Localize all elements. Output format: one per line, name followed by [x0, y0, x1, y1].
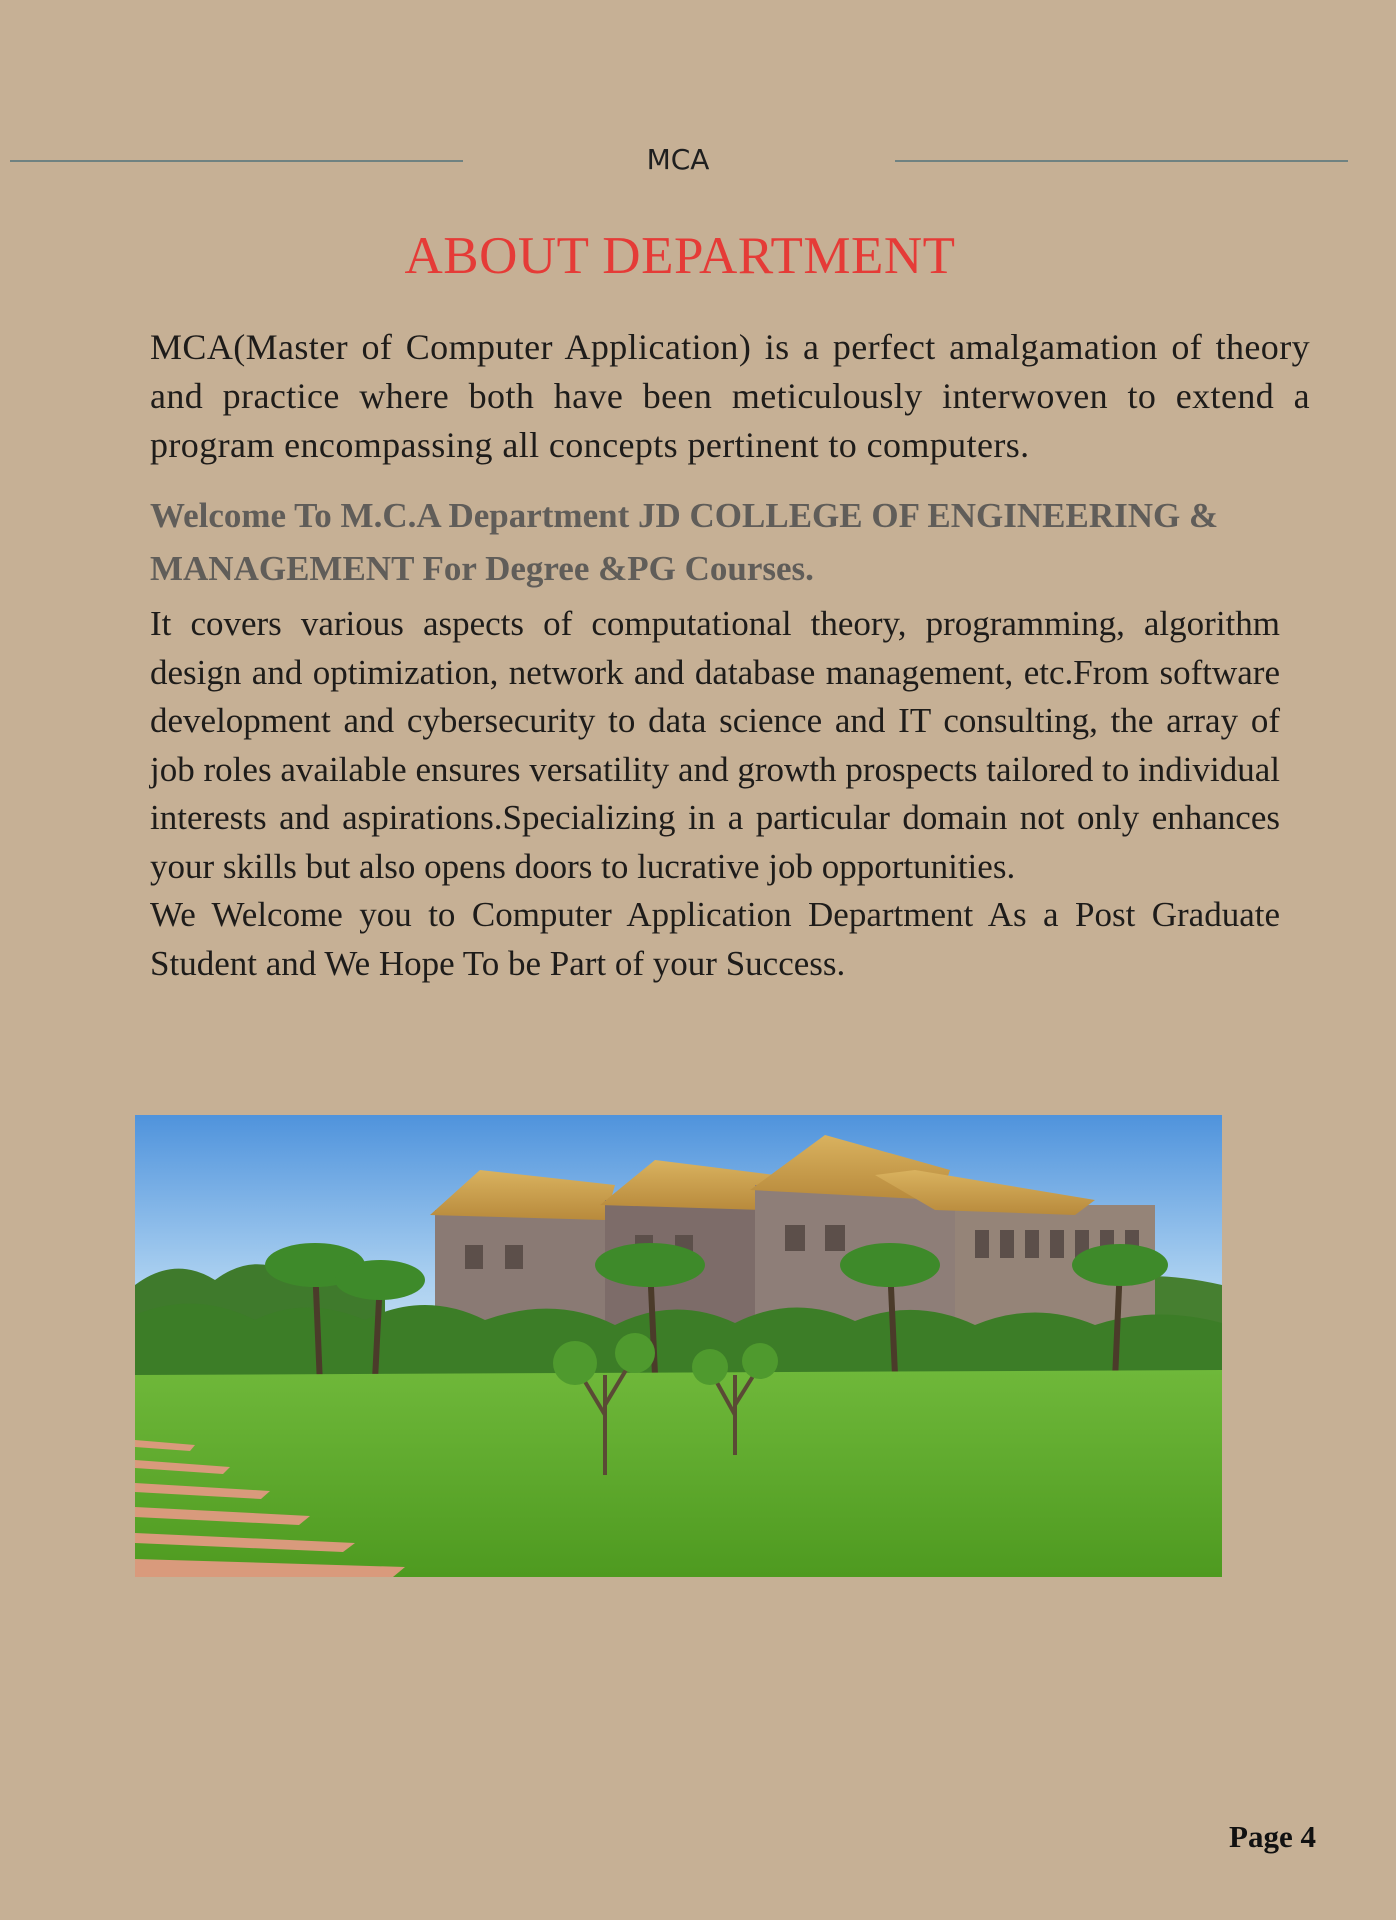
- campus-photo: [135, 1115, 1222, 1577]
- page-number: Page 4: [1229, 1819, 1316, 1854]
- header-label: MCA: [646, 143, 710, 176]
- welcome-statement: Welcome To M.C.A Department JD COLLEGE OF ENGINEERING & MANAGEMENT For Degree &PG Courses.: [150, 496, 1219, 588]
- body-paragraph: It covers various aspects of computational theory, programming, algorithm design and optimization, network and database management, etc.From software development and cybersecurity to data science and IT consulting, the array of job roles available ensures versatility and growth prospects tailored to individual interests and aspirations.Specializing in a particular domain not only enhances your skills but also opens doors to lucrative job opportunities.: [150, 604, 1280, 886]
- body-paragraph: We Welcome you to Computer Application Department As a Post Graduate Student and We Hope To be Part of your Success.: [150, 895, 1280, 983]
- intro-paragraph: MCA(Master of Computer Application) is a perfect amalgamation of theory and practice where both have been meticulously interwoven to extend a program encompassing all concepts pertinent to computers.: [150, 327, 1310, 465]
- header-rule-right: [895, 160, 1348, 162]
- page-heading: ABOUT DEPARTMENT: [404, 227, 956, 285]
- body-text: [150, 600, 1280, 988]
- header-rule-left: [10, 160, 463, 162]
